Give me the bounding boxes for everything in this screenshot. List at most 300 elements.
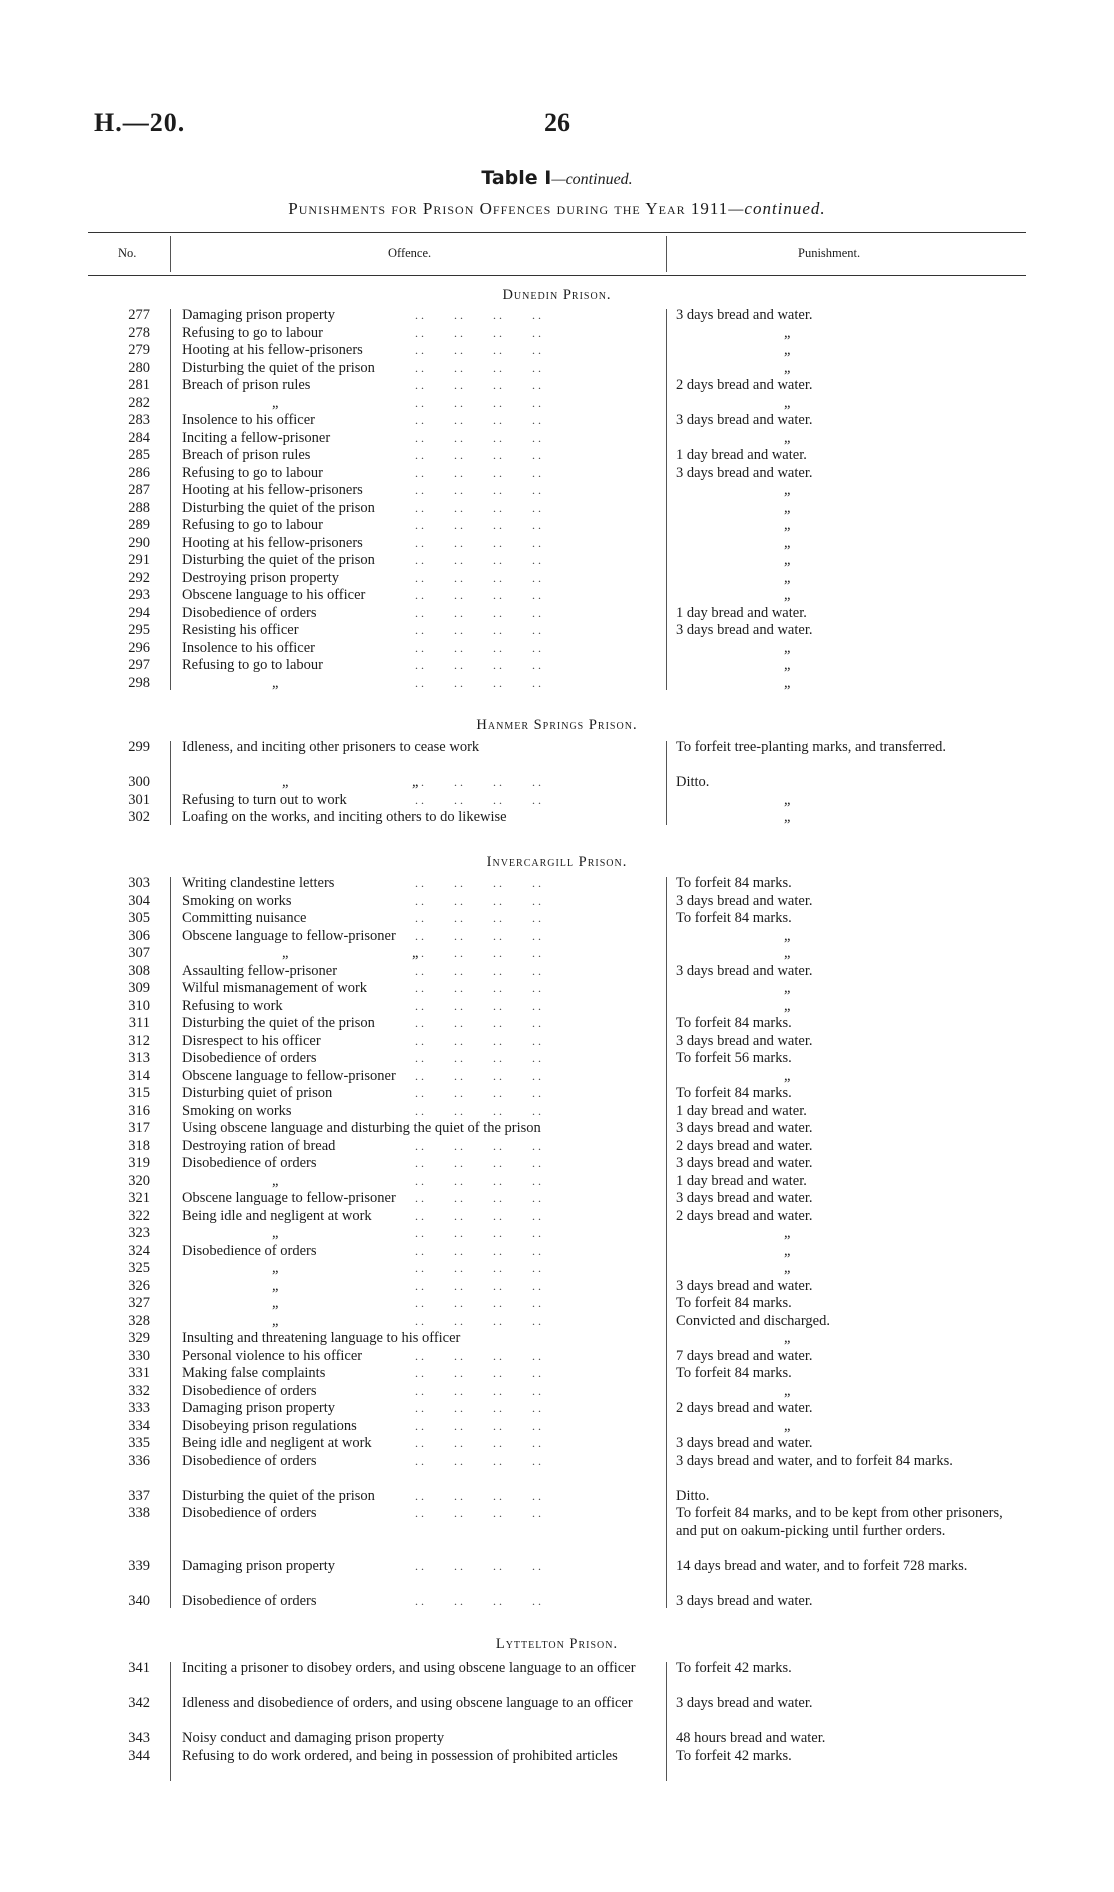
leader-dots: . . . . . . . . <box>415 1278 541 1293</box>
punishment-text: „ <box>784 1382 791 1399</box>
offence-text: Assaulting fellow-prisoner <box>182 962 338 979</box>
column-rule <box>170 309 171 690</box>
leader-dots: . . . . . . . . <box>415 775 541 789</box>
table-row <box>0 622 1114 640</box>
row-number: 281 <box>128 377 150 393</box>
leader-dots: . . . . . . . . <box>415 1261 541 1275</box>
table-row <box>0 980 1114 998</box>
table-row <box>0 605 1114 623</box>
offence-text: „ <box>272 1295 279 1311</box>
leader-dots: . . . . . . . . <box>415 1383 541 1398</box>
table-row <box>0 1330 1114 1348</box>
offence-text: Damaging prison property <box>182 1400 336 1416</box>
row-number: 306 <box>128 927 150 944</box>
offence-text: Breach of prison rules <box>182 447 311 463</box>
punishment-text: „ <box>784 927 791 944</box>
punishment-text: „ <box>784 569 791 586</box>
offence-text: Disobedience of orders <box>182 1050 317 1066</box>
table-row <box>0 1120 1114 1138</box>
offence-text: Disrespect to his officer <box>182 1032 321 1049</box>
row-number: 333 <box>128 1400 150 1416</box>
table-row <box>0 1243 1114 1261</box>
table-row <box>0 552 1114 570</box>
row-number: 336 <box>128 1452 150 1469</box>
offence-text: Destroying ration of bread <box>182 1137 336 1154</box>
punishment-text: 3 days bread and water. <box>676 622 813 638</box>
punishment-text: „ <box>784 499 791 516</box>
table-row <box>0 1488 1114 1506</box>
punishment-text: „ <box>784 809 791 825</box>
offence-text: Disturbing quiet of prison <box>182 1085 333 1101</box>
offence-text: Refusing to work <box>182 997 283 1014</box>
row-number: 277 <box>128 307 150 323</box>
row-number: 293 <box>128 587 150 603</box>
punishment-text: 3 days bread and water. <box>676 464 813 481</box>
table-row <box>0 325 1114 343</box>
leader-dots: . . . . . . . . <box>415 1436 541 1450</box>
offence-text: Breach of prison rules <box>182 377 311 393</box>
leader-dots: . . . . . . . . <box>415 1103 541 1118</box>
punishment-text: „ <box>784 482 791 498</box>
leader-dots: . . . . . . . . <box>415 1506 541 1520</box>
offence-text: Smoking on works <box>182 892 292 909</box>
table-row <box>0 430 1114 448</box>
table-row <box>0 1365 1114 1383</box>
column-header-offence: Offence. <box>388 246 432 260</box>
table-row <box>0 1505 1114 1558</box>
offence-text: Destroying prison property <box>182 569 340 586</box>
row-number: 295 <box>128 622 150 638</box>
leader-dots: . . . . . . . . <box>415 500 541 515</box>
row-number: 301 <box>128 791 150 808</box>
punishment-text: „ <box>784 997 791 1014</box>
table-row <box>0 657 1114 675</box>
offence-text: Obscene language to fellow-prisoner <box>182 1067 396 1084</box>
offence-text: „ <box>272 1277 279 1294</box>
offence-text: Damaging prison property <box>182 307 336 323</box>
table-row <box>0 963 1114 981</box>
punishment-text: 2 days bread and water. <box>676 1137 813 1154</box>
table-row <box>0 774 1114 792</box>
offence-text: Damaging prison property <box>182 1557 336 1574</box>
page-header <box>0 108 1114 144</box>
leader-dots: . . . . . . . . <box>415 1051 541 1065</box>
leader-dots: . . . . . . . . <box>415 911 541 925</box>
offence-text: „ <box>272 1260 279 1276</box>
punishment-text: To forfeit 84 marks. <box>676 875 792 891</box>
row-number: 335 <box>128 1435 150 1451</box>
table-row <box>0 1155 1114 1173</box>
leader-dots: . . . . . . . . <box>415 1488 541 1503</box>
row-number: 287 <box>128 482 150 498</box>
leader-dots: . . . . . . . . <box>415 1173 541 1188</box>
table-row <box>0 482 1114 500</box>
leader-dots: . . . . . . . . <box>415 430 541 445</box>
table-row <box>0 465 1114 483</box>
table-row <box>0 1225 1114 1243</box>
row-number: 324 <box>128 1242 150 1259</box>
row-number: 288 <box>128 499 150 516</box>
row-number: 297 <box>128 657 150 673</box>
leader-dots: . . . . . . . . <box>415 413 541 427</box>
offence-text: Personal violence to his officer <box>182 1347 363 1364</box>
leader-dots: . . . . . . . . <box>415 465 541 480</box>
row-number: 290 <box>128 534 150 551</box>
table-row <box>0 1418 1114 1436</box>
punishment-text: 3 days bread and water. <box>676 1277 813 1294</box>
punishment-text: 3 days bread and water. <box>676 962 813 979</box>
offence-text: Noisy conduct and damaging prison property <box>182 1730 445 1746</box>
punishment-text: „ <box>784 657 791 673</box>
offence-text: Using obscene language and disturbing the quiet of the prison <box>182 1120 541 1136</box>
punishment-text: „ <box>784 1330 791 1346</box>
header-divider-left <box>170 236 171 272</box>
table-row <box>0 1593 1114 1611</box>
offence-text: Refusing to turn out to work <box>182 791 347 808</box>
punishment-text: 7 days bread and water. <box>676 1347 813 1364</box>
row-number: 326 <box>128 1277 150 1294</box>
offence-text: Insulting and threatening language to his officer <box>182 1330 461 1346</box>
row-number: 296 <box>128 639 150 656</box>
punishment-text: „ <box>784 394 791 411</box>
leader-dots: . . . . . . . . <box>415 1453 541 1468</box>
offence-text: Loafing on the works, and inciting others to do likewise <box>182 809 507 825</box>
section-title: Hanmer Springs Prison. <box>476 717 638 733</box>
column-rule <box>666 1662 667 1781</box>
header-divider-right <box>666 236 667 272</box>
table-subtitle <box>0 199 1114 219</box>
row-number: 343 <box>128 1730 150 1746</box>
row-number: 321 <box>128 1190 150 1206</box>
leader-dots: . . . . . . . . <box>415 1243 541 1258</box>
offence-text: „ <box>272 674 279 691</box>
row-number: 320 <box>128 1172 150 1189</box>
punishment-text: 2 days bread and water. <box>676 1207 813 1224</box>
table-row <box>0 945 1114 963</box>
offence-text: Inciting a fellow-prisoner <box>182 429 331 446</box>
section-title: Invercargill Prison. <box>486 854 628 870</box>
page-number: 26 <box>544 108 570 137</box>
row-number: 303 <box>128 875 150 891</box>
row-number: 334 <box>128 1417 150 1434</box>
column-rule <box>666 741 667 825</box>
table-row <box>0 500 1114 518</box>
leader-dots: . . . . . . . . <box>415 518 541 532</box>
row-number: 280 <box>128 359 150 376</box>
row-number: 302 <box>128 809 150 825</box>
table-row <box>0 1313 1114 1331</box>
row-number: 305 <box>128 910 150 926</box>
leader-dots: . . . . . . . . <box>415 1068 541 1083</box>
offence-text: Disobedience of orders <box>182 1155 317 1171</box>
row-number: 318 <box>128 1137 150 1154</box>
offence-text: Disturbing the quiet of the prison <box>182 1015 375 1031</box>
offence-text: Smoking on works <box>182 1102 292 1119</box>
offence-text: Refusing to go to labour <box>182 464 323 481</box>
row-number: 330 <box>128 1347 150 1364</box>
row-number: 310 <box>128 997 150 1014</box>
leader-dots: . . . . . . . . <box>415 1086 541 1100</box>
column-rule <box>170 877 171 1608</box>
punishment-text: „ <box>784 517 791 533</box>
row-number: 312 <box>128 1032 150 1049</box>
leader-dots: . . . . . . . . <box>415 1348 541 1363</box>
table-row <box>0 535 1114 553</box>
offence-text: Disturbing the quiet of the prison <box>182 499 375 516</box>
leader-dots: . . . . . . . . <box>415 570 541 585</box>
leader-dots: . . . . . . . . <box>415 1401 541 1415</box>
offence-text: Hooting at his fellow-prisoners <box>182 534 363 551</box>
leader-dots: . . . . . . . . <box>415 448 541 462</box>
table-row <box>0 1068 1114 1086</box>
row-number: 319 <box>128 1155 150 1171</box>
leader-dots: . . . . . . . . <box>415 1593 541 1608</box>
row-number: 307 <box>128 945 150 961</box>
punishment-text: To forfeit tree-planting marks, and transferred. <box>676 739 946 755</box>
punishment-text: „ <box>784 342 791 358</box>
table-title-main: Table I <box>481 167 552 189</box>
table-row <box>0 342 1114 360</box>
row-number: 341 <box>128 1660 150 1676</box>
row-number: 292 <box>128 569 150 586</box>
punishment-text: To forfeit 84 marks. <box>676 1085 792 1101</box>
row-number: 315 <box>128 1085 150 1101</box>
punishment-text: To forfeit 84 marks. <box>676 910 792 926</box>
row-number: 344 <box>128 1747 150 1764</box>
table-row <box>0 1278 1114 1296</box>
table-row <box>0 587 1114 605</box>
punishment-text: Ditto. <box>676 1487 710 1504</box>
table-row <box>0 377 1114 395</box>
table-row <box>0 1730 1114 1748</box>
row-number: 294 <box>128 604 150 621</box>
offence-text: Committing nuisance <box>182 910 307 926</box>
leader-dots: . . . . . . . . <box>415 605 541 620</box>
row-number: 338 <box>128 1505 150 1521</box>
punishment-text: „ <box>784 359 791 376</box>
offence-text: „ „ <box>282 945 419 961</box>
punishment-text: „ <box>784 552 791 568</box>
punishment-text: 3 days bread and water. <box>676 892 813 909</box>
table-row <box>0 1748 1114 1783</box>
table-row <box>0 1260 1114 1278</box>
offence-text: Obscene language to fellow-prisoner <box>182 1190 396 1206</box>
row-number: 314 <box>128 1067 150 1084</box>
leader-dots: . . . . . . . . <box>415 535 541 550</box>
leader-dots: . . . . . . . . <box>415 963 541 978</box>
offence-text: Obscene language to his officer <box>182 587 366 603</box>
punishment-text: 3 days bread and water. <box>676 1155 813 1171</box>
leader-dots: . . . . . . . . <box>415 1296 541 1310</box>
offence-text: Disobeying prison regulations <box>182 1417 357 1434</box>
row-number: 332 <box>128 1382 150 1399</box>
leader-dots: . . . . . . . . <box>415 483 541 497</box>
row-number: 283 <box>128 412 150 428</box>
offence-text: Writing clandestine letters <box>182 875 335 891</box>
table-row <box>0 1085 1114 1103</box>
punishment-text: „ <box>784 534 791 551</box>
leader-dots: . . . . . . . . <box>415 893 541 908</box>
leader-dots: . . . . . . . . <box>415 998 541 1013</box>
leader-dots: . . . . . . . . <box>415 343 541 357</box>
offence-text: Insolence to his officer <box>182 639 316 656</box>
row-number: 278 <box>128 324 150 341</box>
leader-dots: . . . . . . . . <box>415 928 541 943</box>
row-number: 298 <box>128 674 150 691</box>
offence-text: Refusing to go to labour <box>182 657 323 673</box>
table-row <box>0 998 1114 1016</box>
table-title <box>0 167 1114 189</box>
table-row <box>0 1208 1114 1226</box>
table-row <box>0 1173 1114 1191</box>
row-number: 316 <box>128 1102 150 1119</box>
offence-text: Disobedience of orders <box>182 1592 317 1609</box>
leader-dots: . . . . . . . . <box>415 623 541 637</box>
subtitle-main: Punishments for Prison Offences during the Year 1911 <box>288 199 729 218</box>
table-row <box>0 1453 1114 1488</box>
leader-dots: . . . . . . . . <box>415 553 541 567</box>
table-row <box>0 360 1114 378</box>
table-row <box>0 412 1114 430</box>
leader-dots: . . . . . . . . <box>415 1138 541 1153</box>
row-number: 286 <box>128 464 150 481</box>
row-number: 284 <box>128 429 150 446</box>
leader-dots: . . . . . . . . <box>415 1226 541 1240</box>
table-row <box>0 893 1114 911</box>
table-row <box>0 739 1114 774</box>
leader-dots: . . . . . . . . <box>415 1558 541 1573</box>
offence-text: Being idle and negligent at work <box>182 1207 372 1224</box>
offence-text: „ <box>272 1225 279 1241</box>
offence-text: „ „ <box>282 774 419 790</box>
offence-text: Refusing to do work ordered, and being in possession of prohibited articles <box>182 1747 618 1764</box>
punishment-text: To forfeit 42 marks. <box>676 1660 792 1676</box>
punishment-text: 3 days bread and water. <box>676 1190 813 1206</box>
punishment-text: Ditto. <box>676 774 710 790</box>
punishment-text: 3 days bread and water. <box>676 1695 813 1711</box>
offence-text: „ <box>272 394 279 411</box>
row-number: 282 <box>128 394 150 411</box>
punishment-text: „ <box>784 324 791 341</box>
table-row <box>0 792 1114 810</box>
leader-dots: . . . . . . . . <box>415 981 541 995</box>
offence-text: „ <box>272 1172 279 1189</box>
punishment-text: „ <box>784 674 791 691</box>
leader-dots: . . . . . . . . <box>415 395 541 410</box>
leader-dots: . . . . . . . . <box>415 325 541 340</box>
punishment-text: 2 days bread and water. <box>676 377 813 393</box>
table-row <box>0 1348 1114 1366</box>
row-number: 327 <box>128 1295 150 1311</box>
offence-text: Hooting at his fellow-prisoners <box>182 482 363 498</box>
row-number: 311 <box>128 1015 150 1031</box>
offence-text: Making false complaints <box>182 1365 326 1381</box>
row-number: 304 <box>128 892 150 909</box>
punishment-text: 3 days bread and water. <box>676 1120 813 1136</box>
table-row <box>0 928 1114 946</box>
table-row <box>0 1033 1114 1051</box>
header-bottom-rule <box>88 275 1026 276</box>
offence-text: „ <box>272 1312 279 1329</box>
punishment-text: 48 hours bread and water. <box>676 1730 826 1746</box>
table-top-rule <box>88 232 1026 233</box>
column-rule <box>170 741 171 825</box>
table-row <box>0 1558 1114 1593</box>
offence-text: Insolence to his officer <box>182 412 316 428</box>
leader-dots: . . . . . . . . <box>415 876 541 890</box>
leader-dots: . . . . . . . . <box>415 1208 541 1223</box>
punishment-text: 3 days bread and water. <box>676 412 813 428</box>
offence-text: Disobedience of orders <box>182 1382 317 1399</box>
row-number: 325 <box>128 1260 150 1276</box>
row-number: 289 <box>128 517 150 533</box>
punishment-text: „ <box>784 1417 791 1434</box>
leader-dots: . . . . . . . . <box>415 308 541 322</box>
punishment-text: Convicted and discharged. <box>676 1312 830 1329</box>
offence-text: Disturbing the quiet of the prison <box>182 552 375 568</box>
punishment-text: 3 days bread and water, and to forfeit 84 marks. <box>676 1452 953 1469</box>
offence-text: Obscene language to fellow-prisoner <box>182 927 396 944</box>
offence-text: Disobedience of orders <box>182 1452 317 1469</box>
table-title-cont: —continued. <box>551 171 633 188</box>
punishment-text: „ <box>784 587 791 603</box>
table-row <box>0 875 1114 893</box>
leader-dots: . . . . . . . . <box>415 658 541 672</box>
punishment-text: 1 day bread and water. <box>676 604 807 621</box>
punishment-text: „ <box>784 945 791 961</box>
row-number: 279 <box>128 342 150 358</box>
punishment-text: To forfeit 56 marks. <box>676 1050 792 1066</box>
punishment-text: 3 days bread and water. <box>676 1435 813 1451</box>
table-row <box>0 1138 1114 1156</box>
column-rule <box>170 1662 171 1781</box>
punishment-text: „ <box>784 1225 791 1241</box>
punishment-text: 3 days bread and water. <box>676 1592 813 1609</box>
row-number: 291 <box>128 552 150 568</box>
row-number: 329 <box>128 1330 150 1346</box>
row-number: 331 <box>128 1365 150 1381</box>
punishment-text: To forfeit 84 marks. <box>676 1015 792 1031</box>
row-number: 340 <box>128 1592 150 1609</box>
table-row <box>0 910 1114 928</box>
punishment-text: To forfeit 84 marks. <box>676 1365 792 1381</box>
row-number: 317 <box>128 1120 150 1136</box>
leader-dots: . . . . . . . . <box>415 588 541 602</box>
column-rule <box>666 877 667 1608</box>
leader-dots: . . . . . . . . <box>415 1016 541 1030</box>
table-row <box>0 395 1114 413</box>
punishment-text: To forfeit 84 marks. <box>676 1295 792 1311</box>
leader-dots: . . . . . . . . <box>415 1033 541 1048</box>
row-number: 299 <box>128 739 150 755</box>
punishment-text: 1 day bread and water. <box>676 447 807 463</box>
punishment-text: To forfeit 84 marks, and to be kept from other prisoners, and put on oakum-picking until further orders. <box>676 1505 1003 1539</box>
leader-dots: . . . . . . . . <box>415 1191 541 1205</box>
offence-text: Disturbing the quiet of the prison <box>182 359 375 376</box>
punishment-text: 3 days bread and water. <box>676 1032 813 1049</box>
punishment-text: 1 day bread and water. <box>676 1102 807 1119</box>
offence-text: Idleness, and inciting other prisoners to cease work <box>182 739 480 755</box>
table-row <box>0 1103 1114 1121</box>
leader-dots: . . . . . . . . <box>415 675 541 690</box>
punishment-text: „ <box>784 1067 791 1084</box>
row-number: 285 <box>128 447 150 463</box>
punishment-text: „ <box>784 429 791 446</box>
offence-text: Refusing to go to labour <box>182 517 323 533</box>
offence-text: Being idle and negligent at work <box>182 1435 372 1451</box>
table-row <box>0 1295 1114 1313</box>
leader-dots: . . . . . . . . <box>415 1366 541 1380</box>
